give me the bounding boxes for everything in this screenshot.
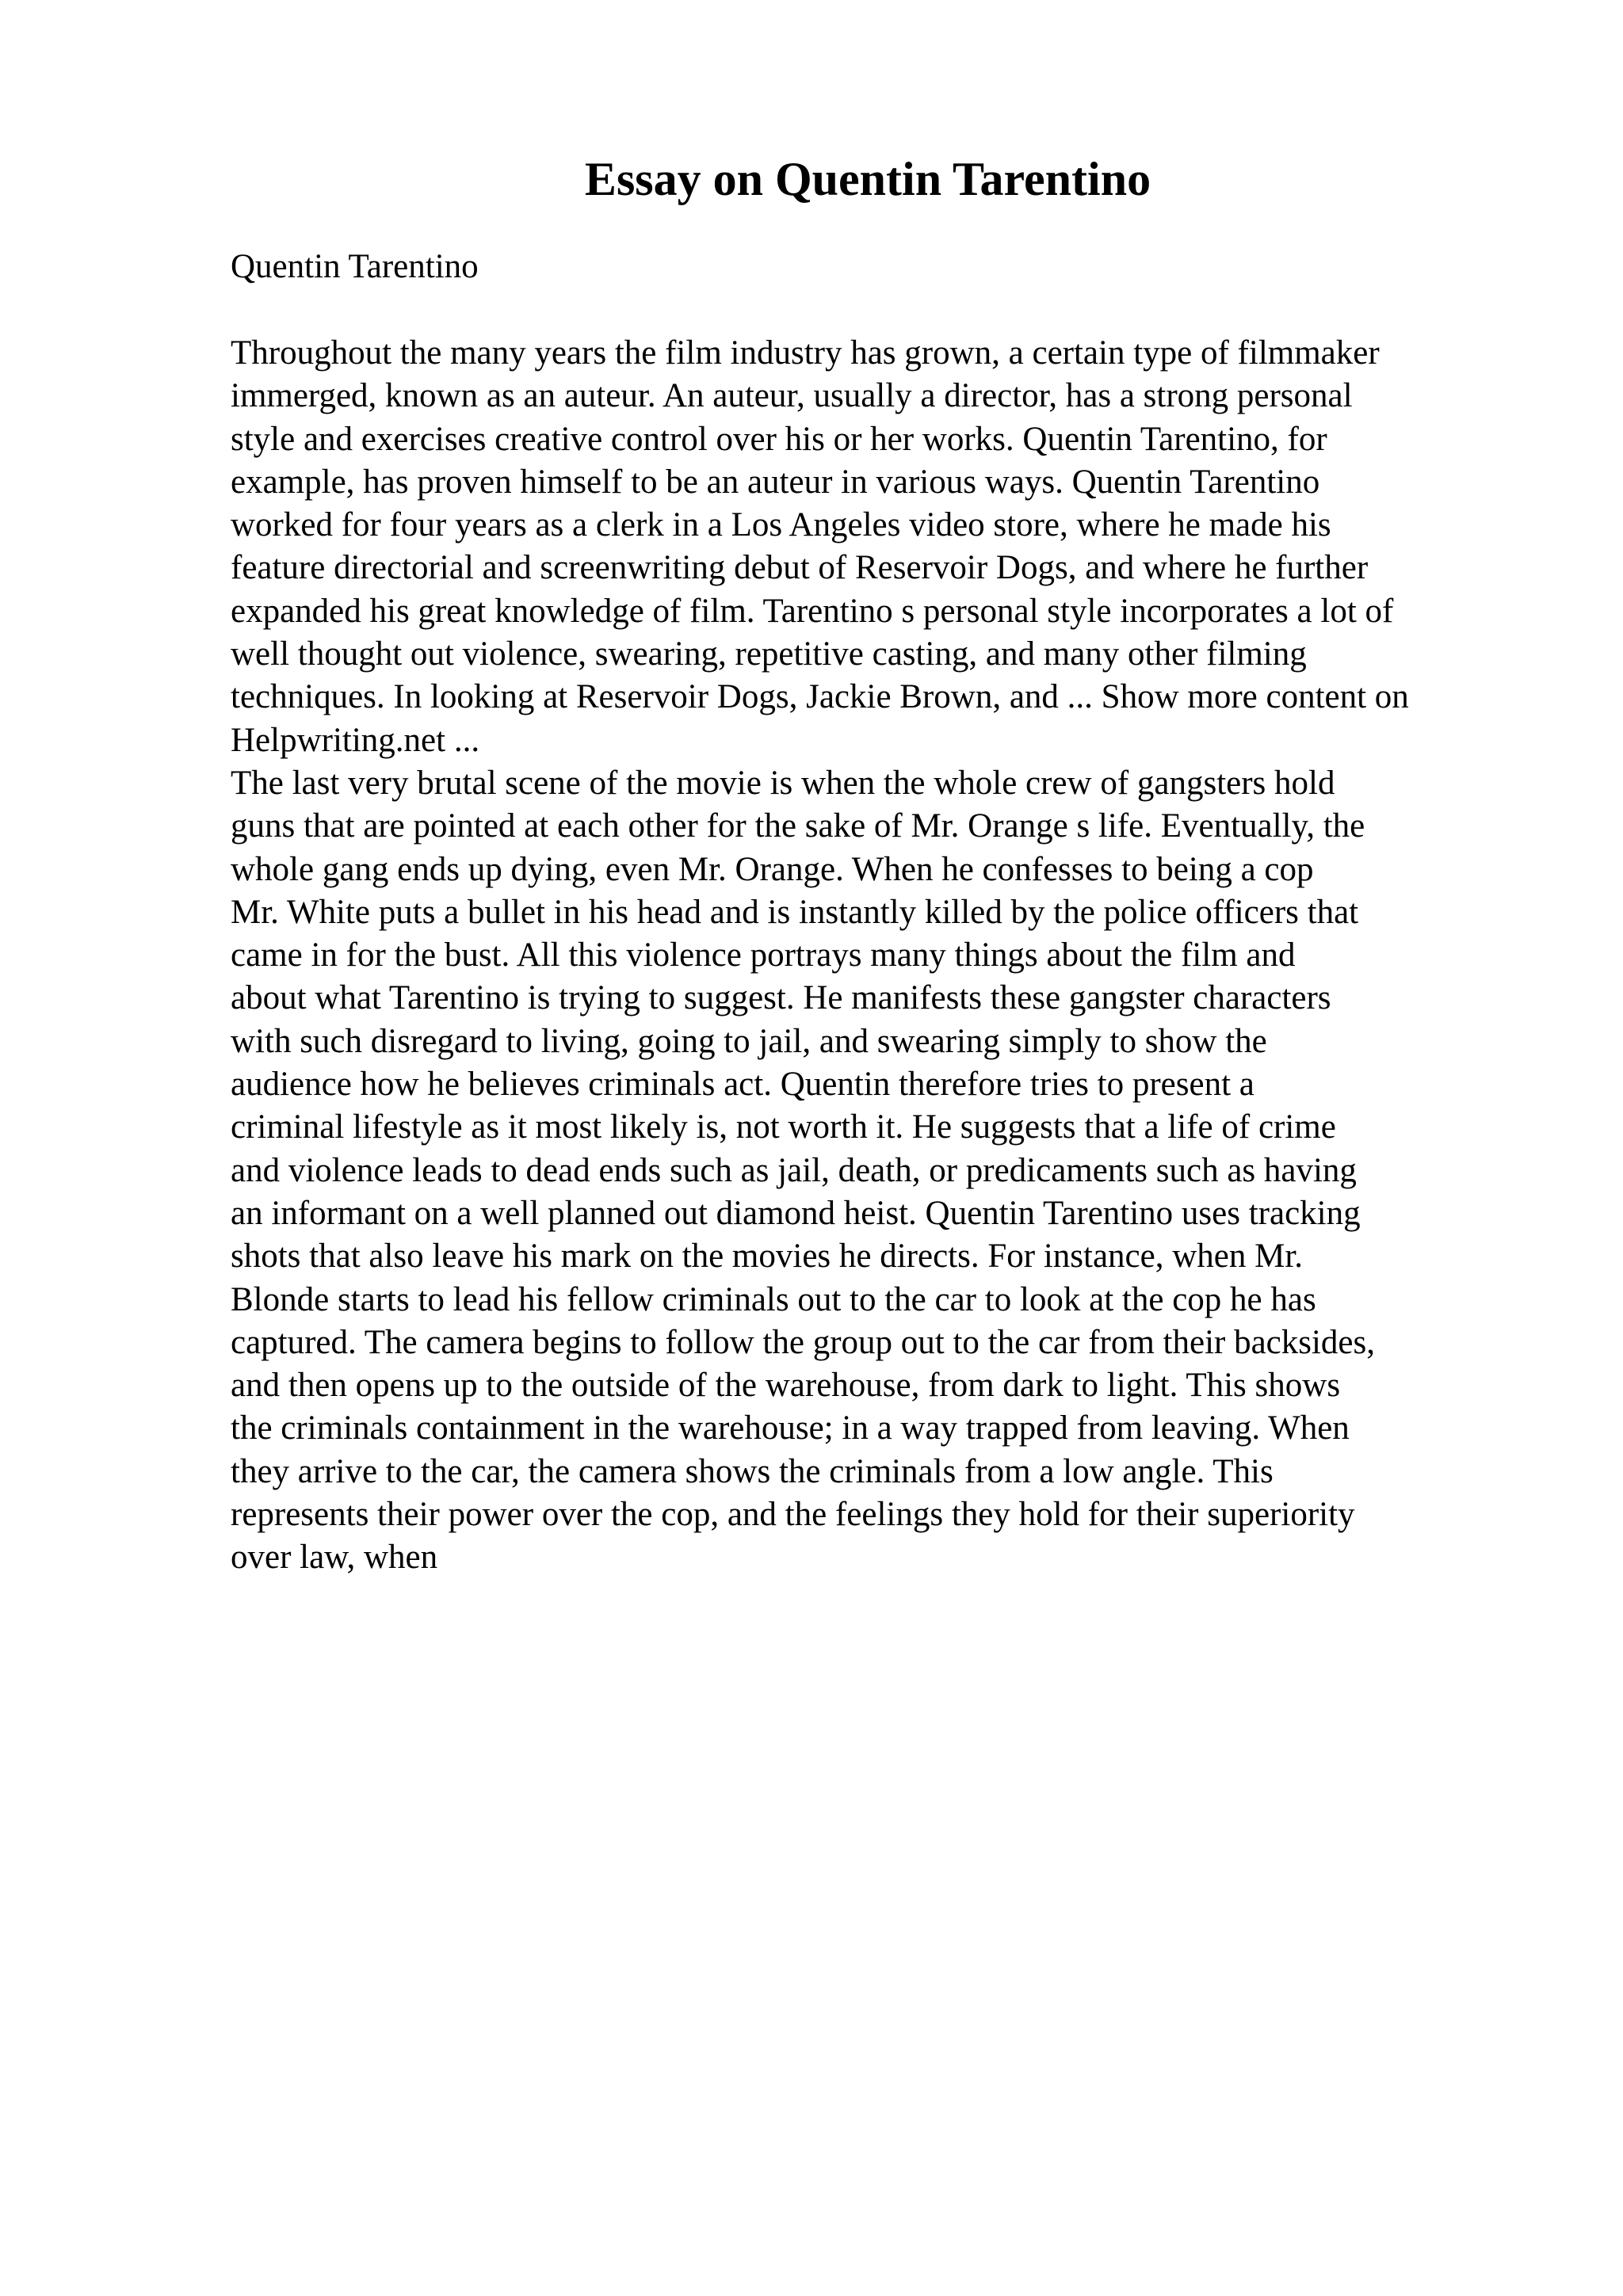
body-line: worked for four years as a clerk in a Los Angeles video store, where he made his bbox=[231, 506, 1331, 544]
body-line: The last very brutal scene of the movie is when the whole crew of gangsters hold bbox=[231, 764, 1335, 802]
body-line: Mr. White puts a bullet in his head and is instantly killed by the police officers that bbox=[231, 893, 1359, 931]
body-line: they arrive to the car, the camera shows the criminals from a low angle. This bbox=[231, 1452, 1274, 1490]
body-line: came in for the bust. All this violence portrays many things about the film and bbox=[231, 936, 1296, 974]
body-line: represents their power over the cop, and the feelings they hold for their superiority bbox=[231, 1496, 1355, 1534]
body-line: an informant on a well planned out diamond heist. Quentin Tarentino uses tracking bbox=[231, 1194, 1361, 1232]
body-line: style and exercises creative control over his or her works. Quentin Tarentino, for bbox=[231, 420, 1327, 458]
body-line: techniques. In looking at Reservoir Dogs, Jackie Brown, and ... Show more content on bbox=[231, 678, 1409, 716]
body-line: well thought out violence, swearing, repetitive casting, and many other filming bbox=[231, 635, 1307, 673]
body-line: expanded his great knowledge of film. Tarentino s personal style incorporates a lot of bbox=[231, 592, 1394, 630]
body-line: over law, when bbox=[231, 1539, 438, 1577]
body-line: example, has proven himself to be an auteur in various ways. Quentin Tarentino bbox=[231, 463, 1320, 501]
body-line: guns that are pointed at each other for the sake of Mr. Orange s life. Eventually, the bbox=[231, 807, 1365, 845]
body-line: the criminals containment in the warehouse; in a way trapped from leaving. When bbox=[231, 1409, 1350, 1447]
body-line: Throughout the many years the film industry has grown, a certain type of filmmaker bbox=[231, 334, 1380, 372]
body-line: audience how he believes criminals act. Quentin therefore tries to present a bbox=[231, 1066, 1254, 1104]
body-line: whole gang ends up dying, even Mr. Orange. When he confesses to being a cop bbox=[231, 850, 1314, 888]
body-line: criminal lifestyle as it most likely is, not worth it. He suggests that a life of crime bbox=[231, 1108, 1336, 1146]
body-line: about what Tarentino is trying to suggest. He manifests these gangster characters bbox=[231, 979, 1331, 1017]
body-line: shots that also leave his mark on the movies he directs. For instance, when Mr. bbox=[231, 1238, 1304, 1276]
essay-subtitle: Quentin Tarentino bbox=[231, 248, 479, 285]
body-line: with such disregard to living, going to jail, and swearing simply to show the bbox=[231, 1022, 1267, 1060]
body-line: immerged, known as an auteur. An auteur, usually a director, has a strong personal bbox=[231, 377, 1353, 415]
essay-title: Essay on Quentin Tarentino bbox=[584, 153, 1151, 205]
body-line: and then opens up to the outside of the warehouse, from dark to light. This shows bbox=[231, 1367, 1341, 1405]
body-line: Blonde starts to lead his fellow criminals out to the car to look at the cop he has bbox=[231, 1280, 1316, 1318]
body-line: captured. The camera begins to follow the group out to the car from their backsides, bbox=[231, 1323, 1376, 1361]
essay-body bbox=[231, 332, 1610, 1580]
body-line: Helpwriting.net ... bbox=[231, 721, 480, 759]
body-line: and violence leads to dead ends such as jail, death, or predicaments such as having bbox=[231, 1151, 1357, 1189]
body-line: feature directorial and screenwriting debut of Reservoir Dogs, and where he further bbox=[231, 549, 1369, 587]
